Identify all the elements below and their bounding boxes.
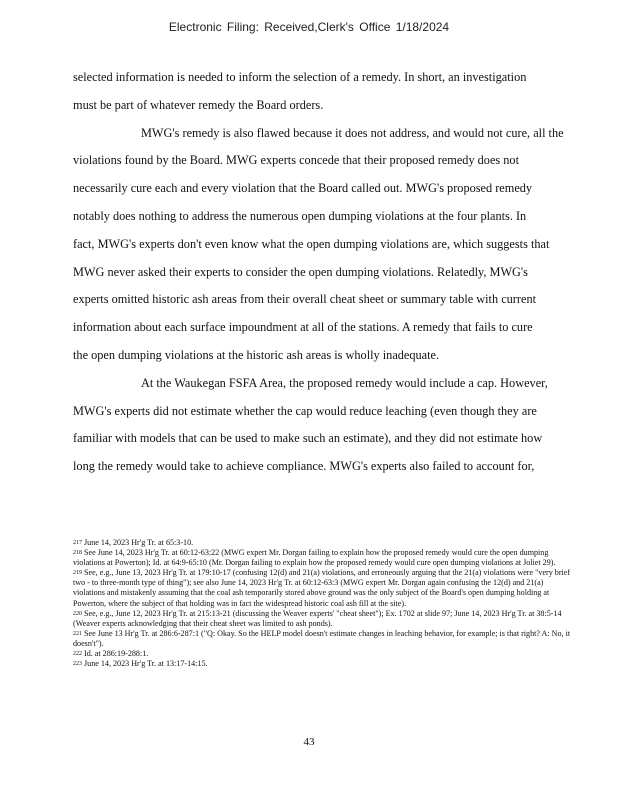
body-text xyxy=(73,64,573,481)
filing-header: Electronic Filing: Received,Clerk's Office 1/18/2024 xyxy=(168,20,450,34)
footnote xyxy=(73,609,573,629)
body-line: must be part of whatever remedy the Board orders. xyxy=(73,97,324,112)
body-line: familiar with models that can be used to make such an estimate), and they did not estimate how xyxy=(73,431,543,446)
footnote-number: 223 xyxy=(73,661,82,668)
body-line: information about each surface impoundment at all of the stations. A remedy that fails to cure xyxy=(73,320,533,335)
body-line: MWG's experts did not estimate whether the cap would reduce leaching (even though they are xyxy=(73,403,537,418)
body-line: necessarily cure each and every violation that the Board called out. MWG's proposed remedy xyxy=(73,181,533,196)
footnote-number: 220 xyxy=(73,610,82,617)
body-line: fact, MWG's experts don't even know what the open dumping violations are, which suggests that xyxy=(73,236,550,251)
footnote-number: 222 xyxy=(73,651,82,658)
footnote-number: 221 xyxy=(73,630,82,637)
footnote xyxy=(73,568,573,608)
body-line: MWG never asked their experts to consider the open dumping violations. Relatedly, MWG's xyxy=(73,264,528,279)
body-line: violations found by the Board. MWG experts concede that their proposed remedy does not xyxy=(73,153,519,168)
footnote-number: 217 xyxy=(73,540,82,546)
footnote-text: See June 13 Hr'g Tr. at 286:6-287:1 ("Q: Okay. So the HELP model doesn't estimate changes in leaching behavior, for example; is that right? A: No, it doesn't"). xyxy=(73,628,571,648)
footnote-number: 218 xyxy=(73,550,82,557)
body-line: long the remedy would take to achieve compliance. MWG's experts also failed to account for, xyxy=(73,459,535,474)
footnote xyxy=(73,548,573,568)
body-line: selected information is needed to inform the selection of a remedy. In short, an investigation xyxy=(73,70,527,84)
footnote-text: June 14, 2023 Hr'g Tr. at 13:17-14:15. xyxy=(84,659,208,669)
body-line: MWG's remedy is also flawed because it does not address, and would not cure, all the xyxy=(141,125,564,140)
footnote-text: See, e.g., June 13, 2023 Hr'g Tr. at 179:10-17 (confusing 12(d) and 21(a) violations, and erroneously arguing that the 21(a) violations were "very brief two - to three-month type of thing"); see also June 14, 2023 Hr'g Tr. at 60:12-63:3 (MWG expert Mr. Dorgan again confusing the 12(d) and 21(a) violations and mistakenly assuming that the coal ash temporarily stored above ground was the only subject of the Board's open dumping holding at Powerton, where the subject of that holding was in fact the widespread historic coal ash fill at the site). xyxy=(73,568,571,608)
footnote xyxy=(73,649,573,659)
footnotes xyxy=(73,538,573,669)
footnote-text: See, e.g., June 12, 2023 Hr'g Tr. at 215:13-21 (discussing the Weaver experts' "cheat sheet"); Ex. 1702 at slide 97; June 14, 2023 Hr'g Tr. at 38:5-14 (Weaver experts acknowledging that their cheat sheet was limited to ash ponds). xyxy=(73,608,562,628)
footnote xyxy=(73,659,573,669)
footnote-number: 219 xyxy=(73,570,82,577)
page-number: 43 xyxy=(303,736,315,748)
footnote-text: June 14, 2023 Hr'g Tr. at 65:3-10. xyxy=(84,538,194,547)
body-line: notably does nothing to address the numerous open dumping violations at the four plants. In xyxy=(73,208,527,223)
footnote xyxy=(73,538,573,548)
footnote xyxy=(73,629,573,649)
body-line: the open dumping violations at the historic ash areas is wholly inadequate. xyxy=(73,347,440,362)
body-line: experts omitted historic ash areas from their overall cheat sheet or summary table with current xyxy=(73,292,537,307)
footnote-text: See June 14, 2023 Hr'g Tr. at 60:12-63:22 (MWG expert Mr. Dorgan failing to explain how the proposed remedy would cure the open dumping violations at Powerton); Id. at 64:9-65:10 (Mr. Dorgan failing to explain how the proposed remedy would cure open dumping violations at Joliet 29). xyxy=(73,548,556,568)
body-line: At the Waukegan FSFA Area, the proposed remedy would include a cap. However, xyxy=(141,375,548,390)
footnote-text: Id. at 286:19-288:1. xyxy=(84,649,149,659)
